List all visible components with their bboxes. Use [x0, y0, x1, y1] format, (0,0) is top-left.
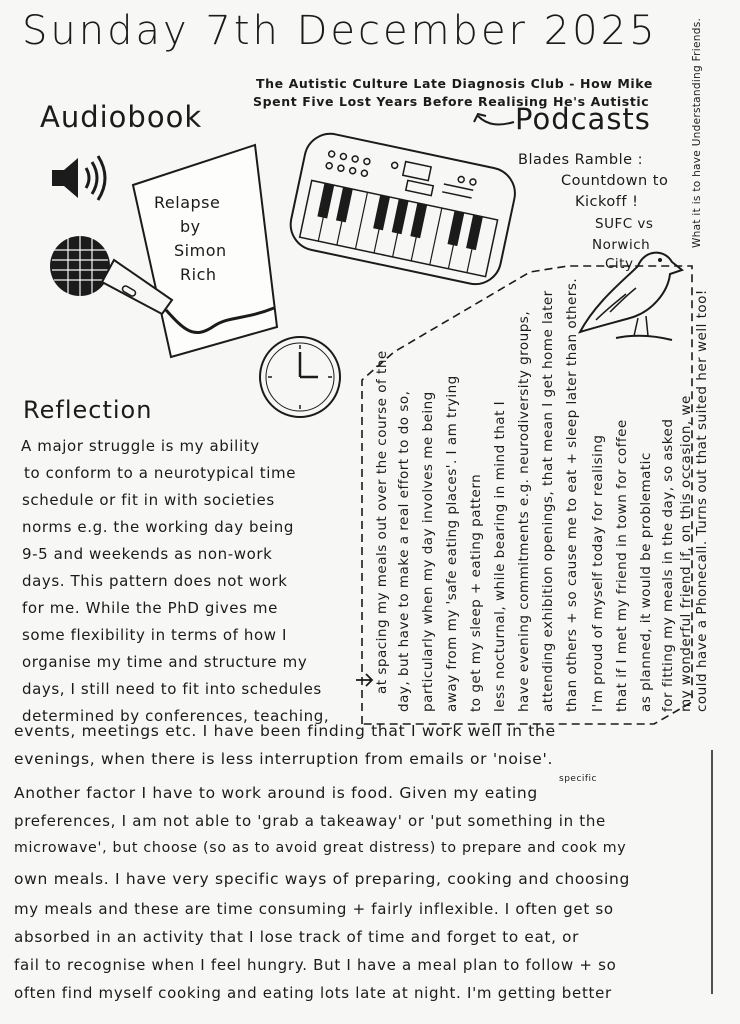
rotated-line-15: could have a Phonecall. Turns out that suited her well too! — [694, 289, 710, 712]
rotated-line-5: to get my sleep + eating pattern — [468, 473, 484, 712]
book-line-4: Rich — [180, 265, 217, 284]
reflection-heading: Reflection — [23, 396, 153, 424]
reflection-line-9: organise my time and structure my — [22, 653, 308, 671]
clock-icon — [255, 332, 345, 422]
rotated-line-8: attending exhibition openings, that mean I get home later — [540, 290, 556, 712]
reflection-line-3: schedule or fit in with societies — [22, 491, 275, 509]
wide-line-6: own meals. I have very specific ways of preparing, cooking and choosing — [14, 870, 631, 888]
book-line-3: Simon — [174, 241, 227, 260]
rotated-line-1: at spacing my meals out over the course of the — [374, 350, 390, 694]
rotated-line-11: that if I met my friend in town for coffee — [614, 419, 630, 712]
rotated-line-10: I'm proud of myself today for realising — [590, 434, 606, 712]
rotated-line-6: less nocturnal, while bearing in mind that I — [492, 400, 508, 712]
blades-line-1: Blades Ramble : — [518, 152, 644, 168]
reflection-line-11: determined by conferences, teaching, — [22, 707, 330, 725]
reflection-line-8: some flexibility in terms of how I — [22, 626, 288, 644]
wide-line-3: Another factor I have to work around is food. Given my eating — [14, 784, 538, 802]
rotated-line-12: as planned, it would be problematic — [638, 452, 654, 712]
rotated-line-9: than others + so cause me to eat + sleep later than others. — [564, 277, 580, 712]
rotated-line-7: have evening commitments e.g. neurodiversity groups, — [516, 310, 532, 712]
book-line-1: Relapse — [154, 193, 221, 212]
blades-line-4: SUFC vs — [595, 216, 654, 232]
reflection-line-10: days, I still need to fit into schedules — [22, 680, 322, 698]
wide-line-1: events, meetings etc. I have been finding that I work well in the — [14, 722, 556, 740]
rotated-line-14: my wonderful friend if, on this occasion, we — [678, 395, 694, 712]
speaker-icon — [48, 150, 114, 206]
wide-line-9: fail to recognise when I feel hungry. But I have a meal plan to follow + so — [14, 956, 617, 974]
audiobook-heading: Audiobook — [40, 100, 203, 134]
wide-line-2: evenings, when there is less interruption from emails or 'noise'. — [14, 750, 554, 768]
reflection-line-5: 9-5 and weekends as non-work — [22, 545, 273, 563]
reflection-line-4: norms e.g. the working day being — [22, 518, 294, 536]
wide-line-7: my meals and these are time consuming + fairly inflexible. I often get so — [14, 900, 614, 918]
podcast-title-line-2: Spent Five Lost Years Before Realising He's Autistic — [253, 94, 650, 109]
rotated-line-13: for fitting my meals in the day, so asked — [660, 418, 676, 712]
page-date: Sunday 7th December 2025 — [22, 8, 658, 54]
book-line-2: by — [180, 217, 201, 236]
wide-line-8: absorbed in an activity that I lose track of time and forget to eat, or — [14, 928, 580, 946]
reflection-line-6: days. This pattern does not work — [22, 572, 288, 590]
blades-line-2: Countdown to — [561, 173, 669, 189]
wide-line-10: often find myself cooking and eating lots late at night. I'm getting better — [14, 984, 612, 1002]
podcast-title-line-1: The Autistic Culture Late Diagnosis Club - How Mike — [256, 76, 653, 91]
blades-line-6: City — [605, 256, 634, 272]
wide-line-4: preferences, I am not able to 'grab a takeaway' or 'put something in the — [14, 812, 606, 830]
wide-line-5: microwave', but choose (so as to avoid great distress) to prepare and cook my — [14, 840, 627, 856]
rotated-line-4: away from my 'safe eating places'. I am trying — [444, 375, 460, 712]
rotated-line-3: particularly when my day involves me being — [420, 391, 436, 712]
insert-specific: specific — [559, 774, 598, 784]
reflection-line-1: A major struggle is my ability — [21, 437, 260, 455]
podcasts-heading: Podcasts — [515, 102, 651, 136]
side-note: What it is to have Understanding Friends. — [691, 17, 703, 248]
reflection-line-7: for me. While the PhD gives me — [22, 599, 278, 617]
connector-line — [702, 748, 722, 998]
microphone-icon — [44, 230, 284, 350]
rotated-line-2: day, but have to make a real effort to do so, — [396, 390, 412, 712]
blades-line-5: Norwich — [592, 237, 651, 253]
reflection-line-2: to conform to a neurotypical time — [24, 464, 297, 482]
blades-line-3: Kickoff ! — [575, 194, 639, 210]
